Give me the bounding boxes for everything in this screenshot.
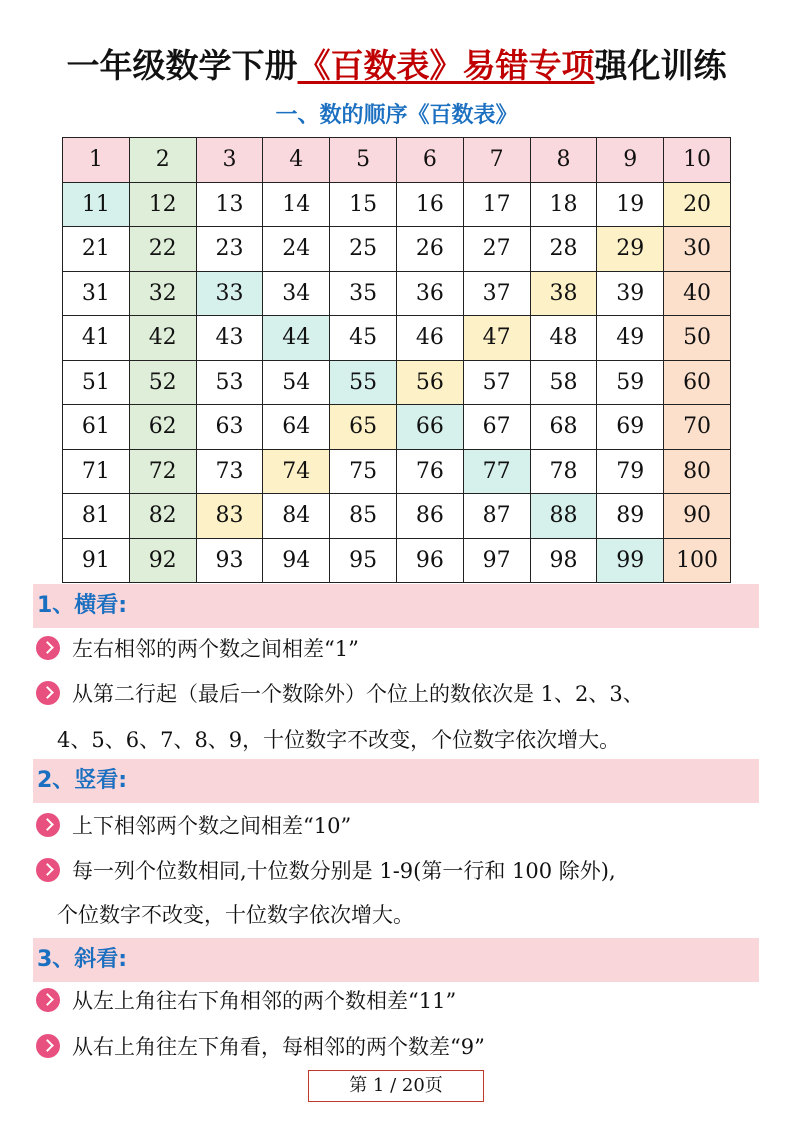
table-cell: 41 (63, 316, 130, 361)
table-cell: 66 (396, 405, 463, 450)
table-cell: 13 (196, 182, 263, 227)
table-cell: 12 (129, 182, 196, 227)
section-subtitle: 一、数的顺序《百数表》 (275, 103, 518, 128)
table-cell: 25 (330, 227, 397, 272)
table-cell: 28 (530, 227, 597, 272)
table-row (63, 449, 731, 494)
page-title (0, 40, 793, 87)
table-cell: 65 (330, 405, 397, 450)
table-cell: 83 (196, 494, 263, 539)
table-cell: 82 (129, 494, 196, 539)
table-cell: 70 (664, 405, 731, 450)
table-row (63, 138, 731, 183)
table-cell: 19 (597, 182, 664, 227)
table-cell: 37 (463, 271, 530, 316)
table-cell: 61 (63, 405, 130, 450)
table-cell: 49 (597, 316, 664, 361)
table-cell: 11 (63, 182, 130, 227)
table-cell: 7 (463, 138, 530, 183)
table-cell: 39 (597, 271, 664, 316)
table-cell: 36 (396, 271, 463, 316)
hundred-chart-table (62, 137, 731, 583)
table-cell: 64 (263, 405, 330, 450)
table-cell: 50 (664, 316, 731, 361)
table-cell: 9 (597, 138, 664, 183)
table-row (63, 271, 731, 316)
table-cell: 8 (530, 138, 597, 183)
bullet-icon (36, 636, 60, 660)
table-cell: 78 (530, 449, 597, 494)
table-cell: 97 (463, 538, 530, 583)
table-cell: 22 (129, 227, 196, 272)
table-cell: 10 (664, 138, 731, 183)
bullet-icon (36, 1034, 60, 1058)
bullet-continuation: 4、5、6、7、8、9，十位数字不改变，个位数字依次增大。 (57, 728, 621, 752)
table-cell: 77 (463, 449, 530, 494)
table-cell: 45 (330, 316, 397, 361)
table-cell: 31 (63, 271, 130, 316)
bullet-icon (36, 813, 60, 837)
section-heading-diagonal: 3、斜看: (33, 938, 759, 982)
bullet-item (36, 987, 766, 1015)
table-cell: 81 (63, 494, 130, 539)
table-cell: 59 (597, 360, 664, 405)
table-cell: 55 (330, 360, 397, 405)
table-cell: 71 (63, 449, 130, 494)
table-cell: 74 (263, 449, 330, 494)
table-cell: 84 (263, 494, 330, 539)
table-cell: 93 (196, 538, 263, 583)
table-cell: 100 (664, 538, 731, 583)
table-cell: 67 (463, 405, 530, 450)
table-cell: 94 (263, 538, 330, 583)
table-cell: 87 (463, 494, 530, 539)
table-cell: 88 (530, 494, 597, 539)
bullet-item (36, 1033, 766, 1061)
section-heading-horizontal: 1、横看: (33, 584, 759, 628)
table-cell: 24 (263, 227, 330, 272)
table-cell: 23 (196, 227, 263, 272)
table-cell: 99 (597, 538, 664, 583)
bullet-icon (36, 858, 60, 882)
table-cell: 17 (463, 182, 530, 227)
table-cell: 40 (664, 271, 731, 316)
table-cell: 38 (530, 271, 597, 316)
table-cell: 53 (196, 360, 263, 405)
table-row (63, 538, 731, 583)
table-cell: 98 (530, 538, 597, 583)
table-cell: 32 (129, 271, 196, 316)
table-cell: 54 (263, 360, 330, 405)
table-cell: 86 (396, 494, 463, 539)
table-cell: 48 (530, 316, 597, 361)
bullet-text: 每一列个位数相同,十位数分别是 1-9(第一行和 100 除外), (72, 859, 616, 883)
bullet-text: 左右相邻的两个数之间相差“1” (72, 637, 359, 661)
table-cell: 46 (396, 316, 463, 361)
table-cell: 69 (597, 405, 664, 450)
bullet-text: 上下相邻两个数之间相差“10” (72, 814, 352, 838)
table-cell: 34 (263, 271, 330, 316)
page-number: 第 1 / 20页 (308, 1070, 484, 1102)
bullet-continuation: 个位数字不改变，十位数字依次增大。 (57, 903, 414, 927)
table-cell: 4 (263, 138, 330, 183)
bullet-text: 从左上角往右下角相邻的两个数相差“11” (72, 989, 457, 1013)
table-cell: 58 (530, 360, 597, 405)
table-row (63, 182, 731, 227)
table-cell: 21 (63, 227, 130, 272)
table-cell: 85 (330, 494, 397, 539)
table-cell: 3 (196, 138, 263, 183)
table-cell: 68 (530, 405, 597, 450)
table-row (63, 360, 731, 405)
table-cell: 89 (597, 494, 664, 539)
section-heading-vertical: 2、竖看: (33, 759, 759, 803)
bullet-item (36, 680, 766, 708)
table-cell: 2 (129, 138, 196, 183)
table-cell: 6 (396, 138, 463, 183)
table-cell: 91 (63, 538, 130, 583)
bullet-item (36, 812, 766, 840)
table-cell: 57 (463, 360, 530, 405)
table-cell: 76 (396, 449, 463, 494)
table-cell: 5 (330, 138, 397, 183)
bullet-item (36, 635, 766, 663)
table-cell: 27 (463, 227, 530, 272)
table-cell: 60 (664, 360, 731, 405)
bullet-text: 从右上角往左下角看，每相邻的两个数差“9” (72, 1035, 485, 1059)
table-cell: 90 (664, 494, 731, 539)
table-cell: 96 (396, 538, 463, 583)
table-cell: 35 (330, 271, 397, 316)
table-cell: 79 (597, 449, 664, 494)
table-cell: 1 (63, 138, 130, 183)
table-cell: 15 (330, 182, 397, 227)
table-cell: 47 (463, 316, 530, 361)
table-cell: 72 (129, 449, 196, 494)
title-highlight: 《百数表》易错专项 (297, 46, 595, 85)
table-cell: 33 (196, 271, 263, 316)
table-row (63, 405, 731, 450)
table-cell: 63 (196, 405, 263, 450)
table-cell: 16 (396, 182, 463, 227)
table-cell: 62 (129, 405, 196, 450)
table-cell: 95 (330, 538, 397, 583)
table-cell: 73 (196, 449, 263, 494)
title-pre: 一年级数学下册 (66, 46, 298, 85)
title-post: 强化训练 (594, 46, 727, 85)
table-cell: 51 (63, 360, 130, 405)
bullet-text: 从第二行起（最后一个数除外）个位上的数依次是 1、2、3、 (72, 682, 644, 706)
table-row (63, 494, 731, 539)
table-cell: 29 (597, 227, 664, 272)
table-cell: 14 (263, 182, 330, 227)
table-cell: 18 (530, 182, 597, 227)
table-row (63, 227, 731, 272)
bullet-icon (36, 681, 60, 705)
table-cell: 26 (396, 227, 463, 272)
table-cell: 44 (263, 316, 330, 361)
table-cell: 56 (396, 360, 463, 405)
table-cell: 80 (664, 449, 731, 494)
bullet-item (36, 857, 766, 885)
table-cell: 20 (664, 182, 731, 227)
table-cell: 30 (664, 227, 731, 272)
table-cell: 43 (196, 316, 263, 361)
table-cell: 42 (129, 316, 196, 361)
table-cell: 52 (129, 360, 196, 405)
bullet-icon (36, 988, 60, 1012)
table-cell: 92 (129, 538, 196, 583)
table-cell: 75 (330, 449, 397, 494)
table-row (63, 316, 731, 361)
